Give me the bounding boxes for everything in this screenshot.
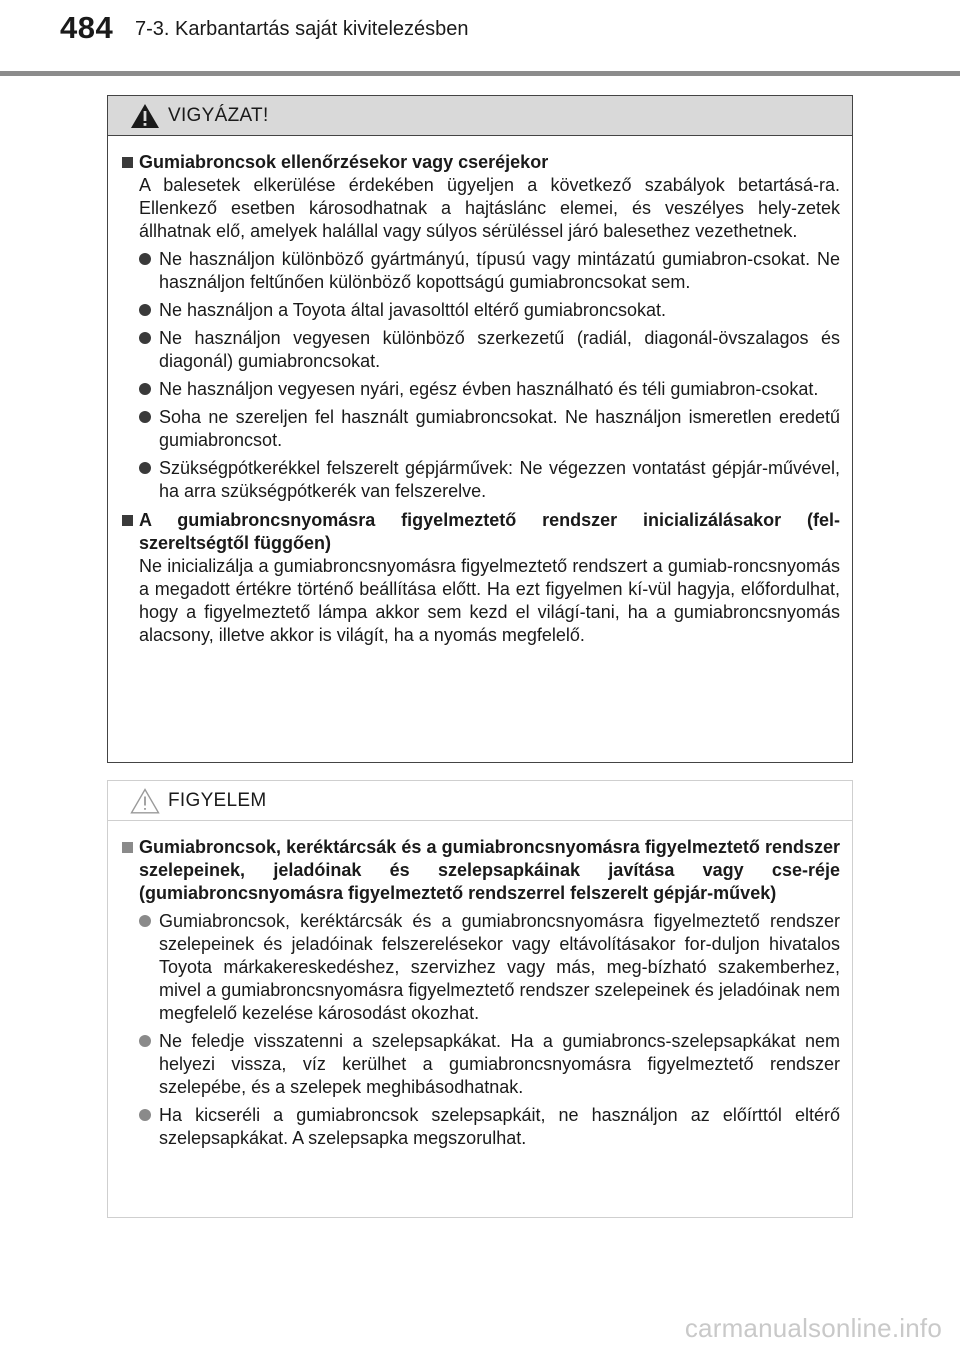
list-item xyxy=(139,248,840,294)
circle-bullet-icon xyxy=(139,915,151,927)
caution-triangle-icon xyxy=(130,788,160,814)
square-bullet-icon xyxy=(122,842,133,853)
notice-title: FIGYELEM xyxy=(168,790,267,811)
list-item-text: Ha kicseréli a gumiabroncsok szelepsapkáit, ne használjon az előírttól eltérő szelepsapkákat. A szelepsapka megszorulhat. xyxy=(159,1105,840,1148)
list-item xyxy=(139,327,840,373)
section-heading: A gumiabroncsnyomásra figyelmeztető rendszer inicializálásakor (fel-szereltségtől függően) xyxy=(139,510,840,553)
list-item xyxy=(139,910,840,1025)
warning-section xyxy=(122,509,840,647)
list-item-text: Ne használjon a Toyota által javasolttól eltérő gumiabroncsokat. xyxy=(159,300,666,320)
circle-bullet-icon xyxy=(139,411,151,423)
list-item xyxy=(139,457,840,503)
circle-bullet-icon xyxy=(139,383,151,395)
warning-body xyxy=(108,136,852,647)
circle-bullet-icon xyxy=(139,304,151,316)
list-item-text: Gumiabroncsok, keréktárcsák és a gumiabroncsnyomásra figyelmeztető rendszer szelepeinek és jeladóinak felszerelésekor vagy eltávolításakor for-duljon hivatalos Toyota márkakereskedéshez, szervizhez vagy más, meg-bízható szakemberhez, mivel a gumiabroncsnyomásra figyelmeztető rendszer szelepeinek és jeladóinak nem megfelelő kezelése károsodást okozhat. xyxy=(159,911,840,1023)
notice-section xyxy=(122,836,840,1150)
circle-bullet-icon xyxy=(139,1035,151,1047)
notice-body xyxy=(108,821,852,1150)
section-paragraph: A balesetek elkerülése érdekében ügyeljen a következő szabályok betartásá-ra. Ellenkező esetben károsodhatnak a hajtáslánc elemei, és veszélyes hely-zetek állhatnak elő, amelyek halállal vagy súlyos sérüléssel járó balesethez vezethetnek. xyxy=(139,175,840,241)
circle-bullet-icon xyxy=(139,253,151,265)
page-header xyxy=(0,0,960,78)
list-item-text: Ne használjon különböző gyártmányú, típusú vagy mintázatú gumiabron-csokat. Ne használjon feltűnően különböző kopottságú gumiabroncsokat sem. xyxy=(159,249,840,292)
section-title: 7-3. Karbantartás saját kivitelezésben xyxy=(135,18,469,40)
section-heading: Gumiabroncsok, keréktárcsák és a gumiabroncsnyomásra figyelmeztető rendszer szelepeinek, jeladóinak és szelepsapkáinak javítása vagy cse-réje (gumiabroncsnyomásra figyelmeztető rendszerrel felszerelt gépjár-művek) xyxy=(139,837,840,903)
circle-bullet-icon xyxy=(139,1109,151,1121)
circle-bullet-icon xyxy=(139,332,151,344)
list-item-text: Soha ne szereljen fel használt gumiabroncsokat. Ne használjon ismeretlen eredetű gumiabroncsot. xyxy=(159,407,840,450)
warning-title: VIGYÁZAT! xyxy=(168,105,269,126)
warning-box-header xyxy=(108,96,852,136)
list-item xyxy=(139,378,840,401)
list-item-text: Ne használjon vegyesen nyári, egész évben használható és téli gumiabron-csokat. xyxy=(159,379,819,399)
notice-box xyxy=(107,780,853,1218)
list-item xyxy=(139,1104,840,1150)
list-item-text: Ne feledje visszatenni a szelepsapkákat. Ha a gumiabroncs-szelepsapkákat nem helyezi vissza, víz kerülhet a gumiabroncsnyomásra figyelmeztető rendszer szelepébe, és a szelepek meghibásodhatnak. xyxy=(159,1031,840,1097)
list-item-text: Ne használjon vegyesen különböző szerkezetű (radiál, diagonál-övszalagos és diagonál) gumiabroncsokat. xyxy=(159,328,840,371)
section-paragraph: Ne inicializálja a gumiabroncsnyomásra figyelmeztető rendszert a gumiab-roncsnyomás a megadott értékre történő beállítása előtt. Ha ezt figyelmen kí-vül hagyja, előfordulhat, hogy a figyelmeztető lámpa akkor sem kezd el világí-tani, ha a gumiabroncsnyomás alacsony, illetve akkor is világít, ha a nyomás megfelelő. xyxy=(139,556,840,645)
list-item-text: Szükségpótkerékkel felszerelt gépjárművek: Ne végezzen vontatást gépjár-művével, ha arra szükségpótkerék van felszerelve. xyxy=(159,458,840,501)
warning-section xyxy=(122,151,840,503)
watermark-text: carmanualsonline.info xyxy=(684,1313,942,1343)
square-bullet-icon xyxy=(122,157,133,168)
page-number: 484 xyxy=(60,10,114,45)
list-item xyxy=(139,1030,840,1099)
section-heading: Gumiabroncsok ellenőrzésekor vagy cseréjekor xyxy=(139,152,549,172)
square-bullet-icon xyxy=(122,515,133,526)
notice-box-header xyxy=(108,781,852,821)
circle-bullet-icon xyxy=(139,462,151,474)
list-item xyxy=(139,406,840,452)
list-item xyxy=(139,299,840,322)
warning-triangle-icon xyxy=(130,103,160,129)
warning-box xyxy=(107,95,853,763)
header-divider xyxy=(0,71,960,76)
